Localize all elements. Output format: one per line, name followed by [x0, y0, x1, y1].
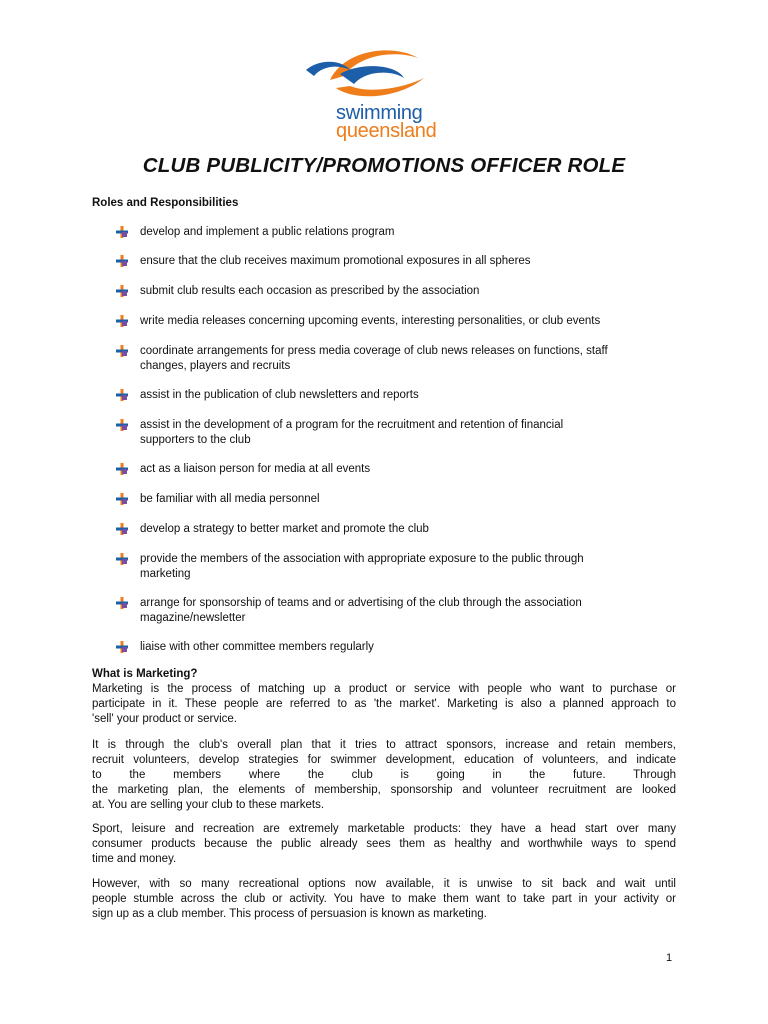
paragraph-line: It is through the club's overall plan that it tries to attract sponsors, increase and retain members,: [92, 739, 676, 751]
paragraph-line: the marketing plan, the elements of membership, sponsorship and volunteer recruitment are looked: [92, 784, 676, 796]
bullet-icon: [116, 463, 128, 475]
list-item-line: ensure that the club receives maximum promotional exposures in all spheres: [140, 255, 531, 267]
bullet-icon: [116, 226, 128, 238]
list-item-line: write media releases concerning upcoming events, interesting personalities, or club events: [140, 315, 601, 327]
page-number: 1: [666, 952, 673, 964]
list-item-text: [140, 552, 660, 581]
paragraph-line: participate in it. These people are referred to as 'the market'. Marketing is also a planned approach to: [92, 698, 676, 710]
swirl-logo-icon: [300, 40, 460, 104]
list-item-line: be familiar with all media personnel: [140, 493, 320, 505]
bullet-icon: [116, 315, 128, 327]
bullet-icon: [116, 493, 128, 505]
marketing-heading: What is Marketing?: [92, 668, 198, 680]
list-item-text: [140, 492, 660, 507]
page-title: CLUB PUBLICITY/PROMOTIONS OFFICER ROLE: [142, 154, 626, 177]
list-item-line: liaise with other committee members regularly: [140, 641, 374, 653]
list-item-line: provide the members of the association with appropriate exposure to the public through: [140, 553, 584, 565]
bullet-icon: [116, 553, 128, 565]
paragraph-line: recruit volunteers, develop strategies for swimmer development, education of volunteers, and indicate: [92, 754, 676, 766]
list-item-text: [140, 254, 660, 269]
list-item-text: [140, 522, 660, 537]
paragraph: [92, 682, 676, 727]
paragraph-line: 'sell' your product or service.: [92, 713, 238, 725]
list-item-line: act as a liaison person for media at all events: [140, 463, 371, 475]
bullet-icon: [116, 641, 128, 653]
bullet-icon: [116, 255, 128, 267]
swimming-queensland-logo: [300, 40, 460, 146]
bullet-icon: [116, 523, 128, 535]
paragraph-line: at. You are selling your club to these markets.: [92, 799, 325, 811]
list-item-text: [140, 596, 660, 625]
list-item-line: magazine/newsletter: [140, 611, 246, 624]
paragraph-line: consumer products because the public already sees them as healthy and worthwhile ways to spend: [92, 838, 676, 850]
paragraph-line: time and money.: [92, 853, 177, 865]
bullet-icon: [116, 285, 128, 297]
list-item-text: [140, 314, 660, 329]
list-item-line: arrange for sponsorship of teams and or advertising of the club through the association: [140, 597, 582, 609]
paragraph-line: sign up as a club member. This process of persuasion is known as marketing.: [92, 908, 487, 920]
list-item-line: marketing: [140, 567, 191, 580]
logo-text-swimming: swimming: [336, 102, 423, 124]
paragraph-line: Sport, leisure and recreation are extremely marketable products: they have a head start over many: [92, 823, 676, 835]
list-item-text: [140, 462, 660, 477]
list-item-text: [140, 344, 660, 373]
bullet-icon: [116, 345, 128, 357]
list-item-line: assist in the publication of club newsletters and reports: [140, 389, 419, 401]
list-item-line: develop a strategy to better market and promote the club: [140, 523, 429, 535]
list-item-line: submit club results each occasion as prescribed by the association: [140, 285, 480, 297]
paragraph-line: Marketing is the process of matching up a product or service with people who want to purchase or: [92, 683, 676, 695]
list-item-text: [140, 284, 660, 299]
bullet-icon: [116, 389, 128, 401]
list-item-text: [140, 388, 660, 403]
paragraph: [92, 738, 676, 813]
bullet-icon: [116, 419, 128, 431]
paragraph-line: people stumble across the club or activity. You have to make them want to take part in your activity or: [92, 893, 676, 905]
paragraph: [92, 877, 676, 922]
paragraph-line: However, with so many recreational options now available, it is unwise to sit back and wait until: [92, 878, 676, 890]
roles-heading: Roles and Responsibilities: [92, 197, 239, 209]
logo-text-queensland: queensland: [336, 120, 437, 142]
list-item-line: supporters to the club: [140, 433, 251, 446]
list-item-text: [140, 225, 660, 240]
list-item-line: coordinate arrangements for press media coverage of club news releases on functions, staff: [140, 345, 608, 357]
paragraph: [92, 822, 676, 867]
list-item-line: changes, players and recruits: [140, 359, 291, 372]
list-item-line: develop and implement a public relations program: [140, 226, 395, 238]
list-item-text: [140, 418, 660, 447]
list-item-line: assist in the development of a program for the recruitment and retention of financial: [140, 419, 564, 431]
bullet-icon: [116, 597, 128, 609]
list-item-text: [140, 640, 660, 655]
paragraph-line: to the members where the club is going in the future. Through: [92, 769, 676, 781]
